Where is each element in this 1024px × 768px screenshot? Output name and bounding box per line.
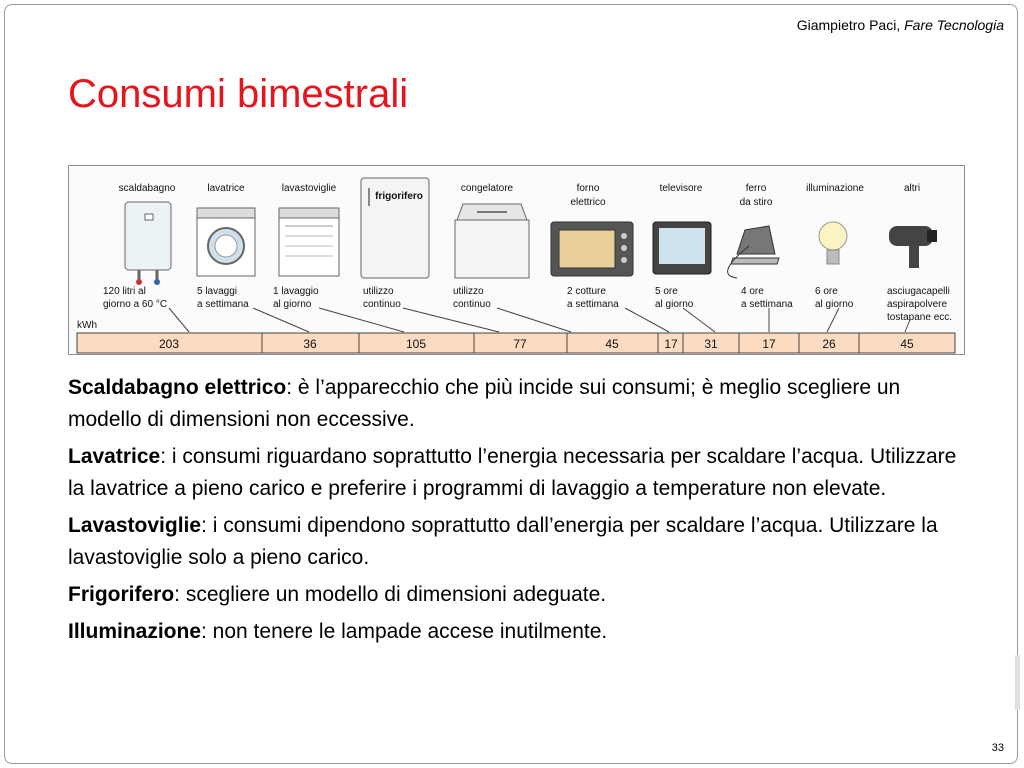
consumption-figure	[68, 165, 965, 355]
kwh-ferro: 17	[762, 337, 776, 351]
label-lavastoviglie: lavastoviglie	[281, 183, 337, 194]
usage-1a: 120 litri al	[103, 286, 146, 297]
kwh-altri: 45	[900, 337, 914, 351]
header-credit	[797, 17, 1004, 33]
kwh-congelatore: 45	[605, 337, 619, 351]
usage-3b: al giorno	[273, 299, 312, 310]
paragraph-term: Scaldabagno elettrico	[68, 376, 287, 399]
paragraph	[68, 510, 958, 574]
usage-9b: al giorno	[815, 299, 854, 310]
label-forno-1: forno	[576, 183, 600, 194]
paragraph	[68, 579, 958, 611]
usage-2b: a settimana	[197, 299, 249, 310]
usage-5a: utilizzo	[453, 286, 484, 297]
oven-icon	[551, 222, 633, 276]
usage-10b: aspirapolvere	[887, 299, 948, 310]
kwh-scaldabagno: 203	[158, 337, 180, 351]
usage-6b: a settimana	[567, 299, 619, 310]
label-forno-2: elettrico	[570, 197, 606, 208]
paragraph-term: Illuminazione	[68, 620, 202, 643]
paragraph	[68, 441, 958, 505]
kwh-bar	[77, 333, 955, 353]
label-scaldabagno: scaldabagno	[118, 183, 176, 194]
usage-1b: giorno a 60 °C	[103, 299, 168, 310]
kwh-lavastoviglie: 105	[405, 337, 427, 351]
kwh-lavatrice: 36	[303, 337, 317, 351]
kwh-illuminazione: 26	[822, 337, 836, 351]
label-lavatrice: lavatrice	[207, 183, 245, 194]
label-ferro-1: ferro	[745, 183, 767, 194]
usage-10a: asciugacapelli	[887, 286, 950, 297]
usage-8b: a settimana	[741, 299, 793, 310]
paragraph-text: : i consumi dipendono soprattutto dall’energia per scaldare l’acqua. Utilizzare la lavastoviglie solo a pieno carico.	[68, 514, 938, 569]
paragraph	[68, 372, 958, 436]
label-congelatore: congelatore	[460, 183, 514, 194]
side-accent	[1015, 655, 1020, 710]
paragraph-term: Frigorifero	[68, 583, 175, 606]
paragraph-term: Lavastoviglie	[68, 514, 202, 537]
label-illuminazione: illuminazione	[806, 183, 864, 194]
kwh-televisore: 31	[704, 337, 718, 351]
paragraph-text: : non tenere le lampade accese inutilmente.	[201, 620, 608, 643]
usage-7a: 5 ore	[655, 286, 678, 297]
freezer-icon	[455, 204, 529, 278]
kwh-frigorifero: 77	[513, 337, 527, 351]
paragraph-term: Lavatrice	[68, 445, 161, 468]
paragraph	[68, 616, 958, 648]
usage-9a: 6 ore	[815, 286, 838, 297]
page-number: 33	[991, 742, 1004, 754]
usage-6a: 2 cotture	[567, 286, 606, 297]
usage-4a: utilizzo	[363, 286, 394, 297]
paragraph-text: : è l’apparecchio che più incide sui consumi; è meglio scegliere un modello di dimensioni non eccessive.	[68, 376, 901, 431]
usage-2a: 5 lavaggi	[197, 286, 238, 297]
label-ferro-2: da stiro	[739, 197, 773, 208]
label-frigorifero: frigorifero	[375, 191, 423, 202]
label-televisore: televisore	[659, 183, 703, 194]
usage-3a: 1 lavaggio	[273, 286, 319, 297]
television-icon	[653, 222, 711, 274]
kwh-forno: 17	[664, 337, 678, 351]
usage-5b: continuo	[453, 299, 491, 310]
refrigerator-icon	[361, 178, 429, 278]
unit-label: kWh	[77, 320, 97, 331]
label-altri: altri	[903, 183, 921, 194]
usage-8a: 4 ore	[741, 286, 764, 297]
author-name: Giampietro Paci,	[796, 17, 901, 33]
paragraph-text: : scegliere un modello di dimensioni adeguate.	[174, 583, 607, 606]
paragraph-text: : i consumi riguardano soprattutto l’energia necessaria per scaldare l’acqua. Utilizzare la lavatrice a pieno carico e preferire i programmi di lavaggio a temperature non elevate.	[68, 445, 957, 500]
usage-7b: al giorno	[655, 299, 694, 310]
washing-machine-icon	[197, 208, 255, 276]
page-title: Consumi bimestrali	[68, 72, 409, 116]
usage-4b: continuo	[363, 299, 401, 310]
book-title: Fare Tecnologia	[904, 17, 1004, 33]
appliances-illustration	[69, 166, 964, 354]
body-text	[68, 372, 958, 653]
dishwasher-icon	[279, 208, 339, 276]
usage-10c: tostapane ecc.	[887, 312, 953, 323]
